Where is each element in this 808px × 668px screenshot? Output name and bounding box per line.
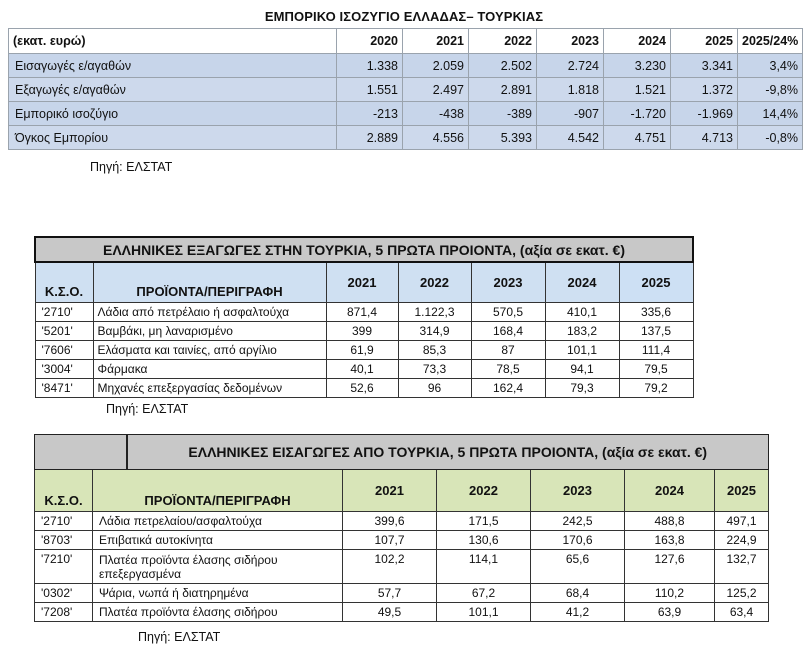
cell-value: -389 bbox=[469, 102, 537, 126]
cell-value: 57,7 bbox=[343, 584, 437, 603]
year-header: 2023 bbox=[471, 262, 545, 302]
cell-value: 183,2 bbox=[545, 321, 619, 340]
cell-value: 65,6 bbox=[531, 550, 625, 584]
cell-value: 5.393 bbox=[469, 126, 537, 150]
cell-value: 3.341 bbox=[671, 54, 738, 78]
cell-value: 2.059 bbox=[403, 54, 469, 78]
cell-value: 94,1 bbox=[545, 359, 619, 378]
product-description: Λάδια από πετρέλαιο ή ασφαλτούχα bbox=[93, 302, 326, 321]
product-description bbox=[93, 550, 343, 584]
cell-value: 4.751 bbox=[604, 126, 671, 150]
imports-table bbox=[34, 434, 769, 622]
cell-value: 127,6 bbox=[625, 550, 715, 584]
cell-value: 49,5 bbox=[343, 603, 437, 622]
cell-value: 2.891 bbox=[469, 78, 537, 102]
product-description: Πλατέα προϊόντα έλασης σιδήρου bbox=[93, 603, 343, 622]
table-row bbox=[35, 340, 693, 359]
cell-value: 399 bbox=[326, 321, 398, 340]
column-header: 2025/24% bbox=[738, 29, 803, 54]
cell-value: 162,4 bbox=[471, 378, 545, 397]
cell-value: 14,4% bbox=[738, 102, 803, 126]
table-row bbox=[35, 302, 693, 321]
description-line-1: Πλατέα προϊόντα έλασης σιδήρου bbox=[99, 552, 278, 567]
table-header-row bbox=[9, 29, 803, 54]
description-header: ΠΡΟΪΟΝΤΑ/ΠΕΡΙΓΡΑΦΗ bbox=[93, 470, 343, 512]
cell-value: -9,8% bbox=[738, 78, 803, 102]
cell-value: 79,2 bbox=[619, 378, 693, 397]
cell-value: 2.502 bbox=[469, 54, 537, 78]
column-header: 2025 bbox=[671, 29, 738, 54]
cell-value: 168,4 bbox=[471, 321, 545, 340]
cell-value: 114,1 bbox=[437, 550, 531, 584]
column-header: 2022 bbox=[469, 29, 537, 54]
table-row bbox=[35, 321, 693, 340]
cell-value: -1.720 bbox=[604, 102, 671, 126]
cell-value: 79,5 bbox=[619, 359, 693, 378]
product-code: '2710' bbox=[35, 302, 93, 321]
cell-value: 570,5 bbox=[471, 302, 545, 321]
cell-value: -213 bbox=[337, 102, 403, 126]
cell-value: 41,2 bbox=[531, 603, 625, 622]
cell-value: 1.372 bbox=[671, 78, 738, 102]
cell-value: -438 bbox=[403, 102, 469, 126]
product-code: '3004' bbox=[35, 359, 93, 378]
cell-value: 68,4 bbox=[531, 584, 625, 603]
table-row bbox=[9, 54, 803, 78]
cell-value: 96 bbox=[398, 378, 471, 397]
year-header: 2025 bbox=[619, 262, 693, 302]
cell-value: 399,6 bbox=[343, 512, 437, 531]
code-header: Κ.Σ.Ο. bbox=[35, 262, 93, 302]
cell-value: -0,8% bbox=[738, 126, 803, 150]
product-description: Λάδια πετρελαίου/ασφαλτούχα bbox=[93, 512, 343, 531]
table1-title: ΕΜΠΟΡΙΚΟ ΙΣΟΖΥΓΙΟ ΕΛΛΑΔΑΣ– ΤΟΥΡΚΙΑΣ bbox=[264, 9, 544, 24]
cell-value: 224,9 bbox=[715, 531, 769, 550]
table-row bbox=[35, 603, 769, 622]
product-description: Επιβατικά αυτοκίνητα bbox=[93, 531, 343, 550]
title-spacer bbox=[35, 435, 127, 470]
source-note: Πηγή: ΕΛΣΤΑΤ bbox=[106, 402, 189, 416]
source-note: Πηγή: ΕΛΣΤΑΤ bbox=[90, 160, 173, 174]
cell-value: 63,9 bbox=[625, 603, 715, 622]
product-description: Ελάσματα και ταινίες, από αργίλιο bbox=[93, 340, 326, 359]
code-header: Κ.Σ.Ο. bbox=[35, 470, 93, 512]
description-line-2: επεξεργασμένα bbox=[99, 566, 182, 581]
description-header: ΠΡΟΪΟΝΤΑ/ΠΕΡΙΓΡΑΦΗ bbox=[93, 262, 326, 302]
cell-value: 137,5 bbox=[619, 321, 693, 340]
cell-value: 1.551 bbox=[337, 78, 403, 102]
table-row bbox=[35, 584, 769, 603]
cell-value: 1.521 bbox=[604, 78, 671, 102]
cell-value: 78,5 bbox=[471, 359, 545, 378]
product-code: '5201' bbox=[35, 321, 93, 340]
cell-value: 2.724 bbox=[537, 54, 604, 78]
cell-value: 3.230 bbox=[604, 54, 671, 78]
product-code: '0302' bbox=[35, 584, 93, 603]
cell-value: 1.122,3 bbox=[398, 302, 471, 321]
cell-value: 67,2 bbox=[437, 584, 531, 603]
column-header: 2023 bbox=[537, 29, 604, 54]
product-code: '8703' bbox=[35, 531, 93, 550]
row-label: Εμπορικό ισοζύγιο bbox=[9, 102, 337, 126]
cell-value: 335,6 bbox=[619, 302, 693, 321]
cell-value: 4.713 bbox=[671, 126, 738, 150]
cell-value: 1.818 bbox=[537, 78, 604, 102]
cell-value: 111,4 bbox=[619, 340, 693, 359]
year-header: 2025 bbox=[715, 470, 769, 512]
cell-value: 73,3 bbox=[398, 359, 471, 378]
row-label: Εξαγωγές ε/αγαθών bbox=[9, 78, 337, 102]
cell-value: 61,9 bbox=[326, 340, 398, 359]
trade-balance-table bbox=[8, 28, 803, 150]
year-header: 2024 bbox=[545, 262, 619, 302]
cell-value: 170,6 bbox=[531, 531, 625, 550]
cell-value: 3,4% bbox=[738, 54, 803, 78]
row-label: Όγκος Εμπορίου bbox=[9, 126, 337, 150]
product-code: '7210' bbox=[35, 550, 93, 584]
cell-value: 171,5 bbox=[437, 512, 531, 531]
cell-value: 4.556 bbox=[403, 126, 469, 150]
product-code: '8471' bbox=[35, 378, 93, 397]
cell-value: 488,8 bbox=[625, 512, 715, 531]
cell-value: 85,3 bbox=[398, 340, 471, 359]
cell-value: 40,1 bbox=[326, 359, 398, 378]
column-header: 2024 bbox=[604, 29, 671, 54]
cell-value: 101,1 bbox=[437, 603, 531, 622]
cell-value: 410,1 bbox=[545, 302, 619, 321]
cell-value: -907 bbox=[537, 102, 604, 126]
table-row bbox=[9, 102, 803, 126]
product-description: Μηχανές επεξεργασίας δεδομένων bbox=[93, 378, 326, 397]
source-note: Πηγή: ΕΛΣΤΑΤ bbox=[138, 630, 221, 644]
cell-value: 242,5 bbox=[531, 512, 625, 531]
table3-title: ΕΛΛΗΝΙΚΕΣ ΕΙΣΑΓΩΓΕΣ ΑΠΟ ΤΟΥΡΚΙΑ, 5 ΠΡΩΤΑ ΠΡΟΙΟΝΤΑ, (αξία σε εκατ. €) bbox=[127, 435, 769, 470]
cell-value: 2.497 bbox=[403, 78, 469, 102]
cell-value: 102,2 bbox=[343, 550, 437, 584]
table-header-row bbox=[35, 470, 769, 512]
table-row bbox=[35, 512, 769, 531]
product-description: Φάρμακα bbox=[93, 359, 326, 378]
cell-value: 132,7 bbox=[715, 550, 769, 584]
year-header: 2024 bbox=[625, 470, 715, 512]
year-header: 2023 bbox=[531, 470, 625, 512]
year-header: 2022 bbox=[398, 262, 471, 302]
cell-value: 107,7 bbox=[343, 531, 437, 550]
table-row bbox=[35, 531, 769, 550]
table-row bbox=[35, 359, 693, 378]
cell-value: 497,1 bbox=[715, 512, 769, 531]
cell-value: 79,3 bbox=[545, 378, 619, 397]
cell-value: 63,4 bbox=[715, 603, 769, 622]
year-header: 2021 bbox=[343, 470, 437, 512]
row-label: Εισαγωγές ε/αγαθών bbox=[9, 54, 337, 78]
product-code: '7606' bbox=[35, 340, 93, 359]
cell-value: 163,8 bbox=[625, 531, 715, 550]
cell-value: 314,9 bbox=[398, 321, 471, 340]
unit-label: (εκατ. ευρώ) bbox=[9, 29, 337, 54]
table-title-row bbox=[35, 237, 693, 262]
column-header: 2021 bbox=[403, 29, 469, 54]
column-header: 2020 bbox=[337, 29, 403, 54]
year-header: 2022 bbox=[437, 470, 531, 512]
table-row bbox=[9, 126, 803, 150]
product-description: Ψάρια, νωπά ή διατηρημένα bbox=[93, 584, 343, 603]
cell-value: -1.969 bbox=[671, 102, 738, 126]
table-row bbox=[35, 550, 769, 584]
table-row bbox=[9, 78, 803, 102]
cell-value: 2.889 bbox=[337, 126, 403, 150]
table-row bbox=[35, 378, 693, 397]
cell-value: 52,6 bbox=[326, 378, 398, 397]
cell-value: 101,1 bbox=[545, 340, 619, 359]
product-code: '7208' bbox=[35, 603, 93, 622]
year-header: 2021 bbox=[326, 262, 398, 302]
table-title-row bbox=[35, 435, 769, 470]
cell-value: 871,4 bbox=[326, 302, 398, 321]
product-description: Βαμβάκι, μη λαναρισμένο bbox=[93, 321, 326, 340]
table2-title: ΕΛΛΗΝΙΚΕΣ ΕΞΑΓΩΓΕΣ ΣΤΗΝ ΤΟΥΡΚΙΑ, 5 ΠΡΩΤΑ ΠΡΟΙΟΝΤΑ, (αξία σε εκατ. €) bbox=[35, 237, 693, 262]
cell-value: 87 bbox=[471, 340, 545, 359]
cell-value: 1.338 bbox=[337, 54, 403, 78]
exports-table bbox=[34, 236, 694, 398]
cell-value: 4.542 bbox=[537, 126, 604, 150]
product-code: '2710' bbox=[35, 512, 93, 531]
table-header-row bbox=[35, 262, 693, 302]
cell-value: 110,2 bbox=[625, 584, 715, 603]
cell-value: 125,2 bbox=[715, 584, 769, 603]
cell-value: 130,6 bbox=[437, 531, 531, 550]
